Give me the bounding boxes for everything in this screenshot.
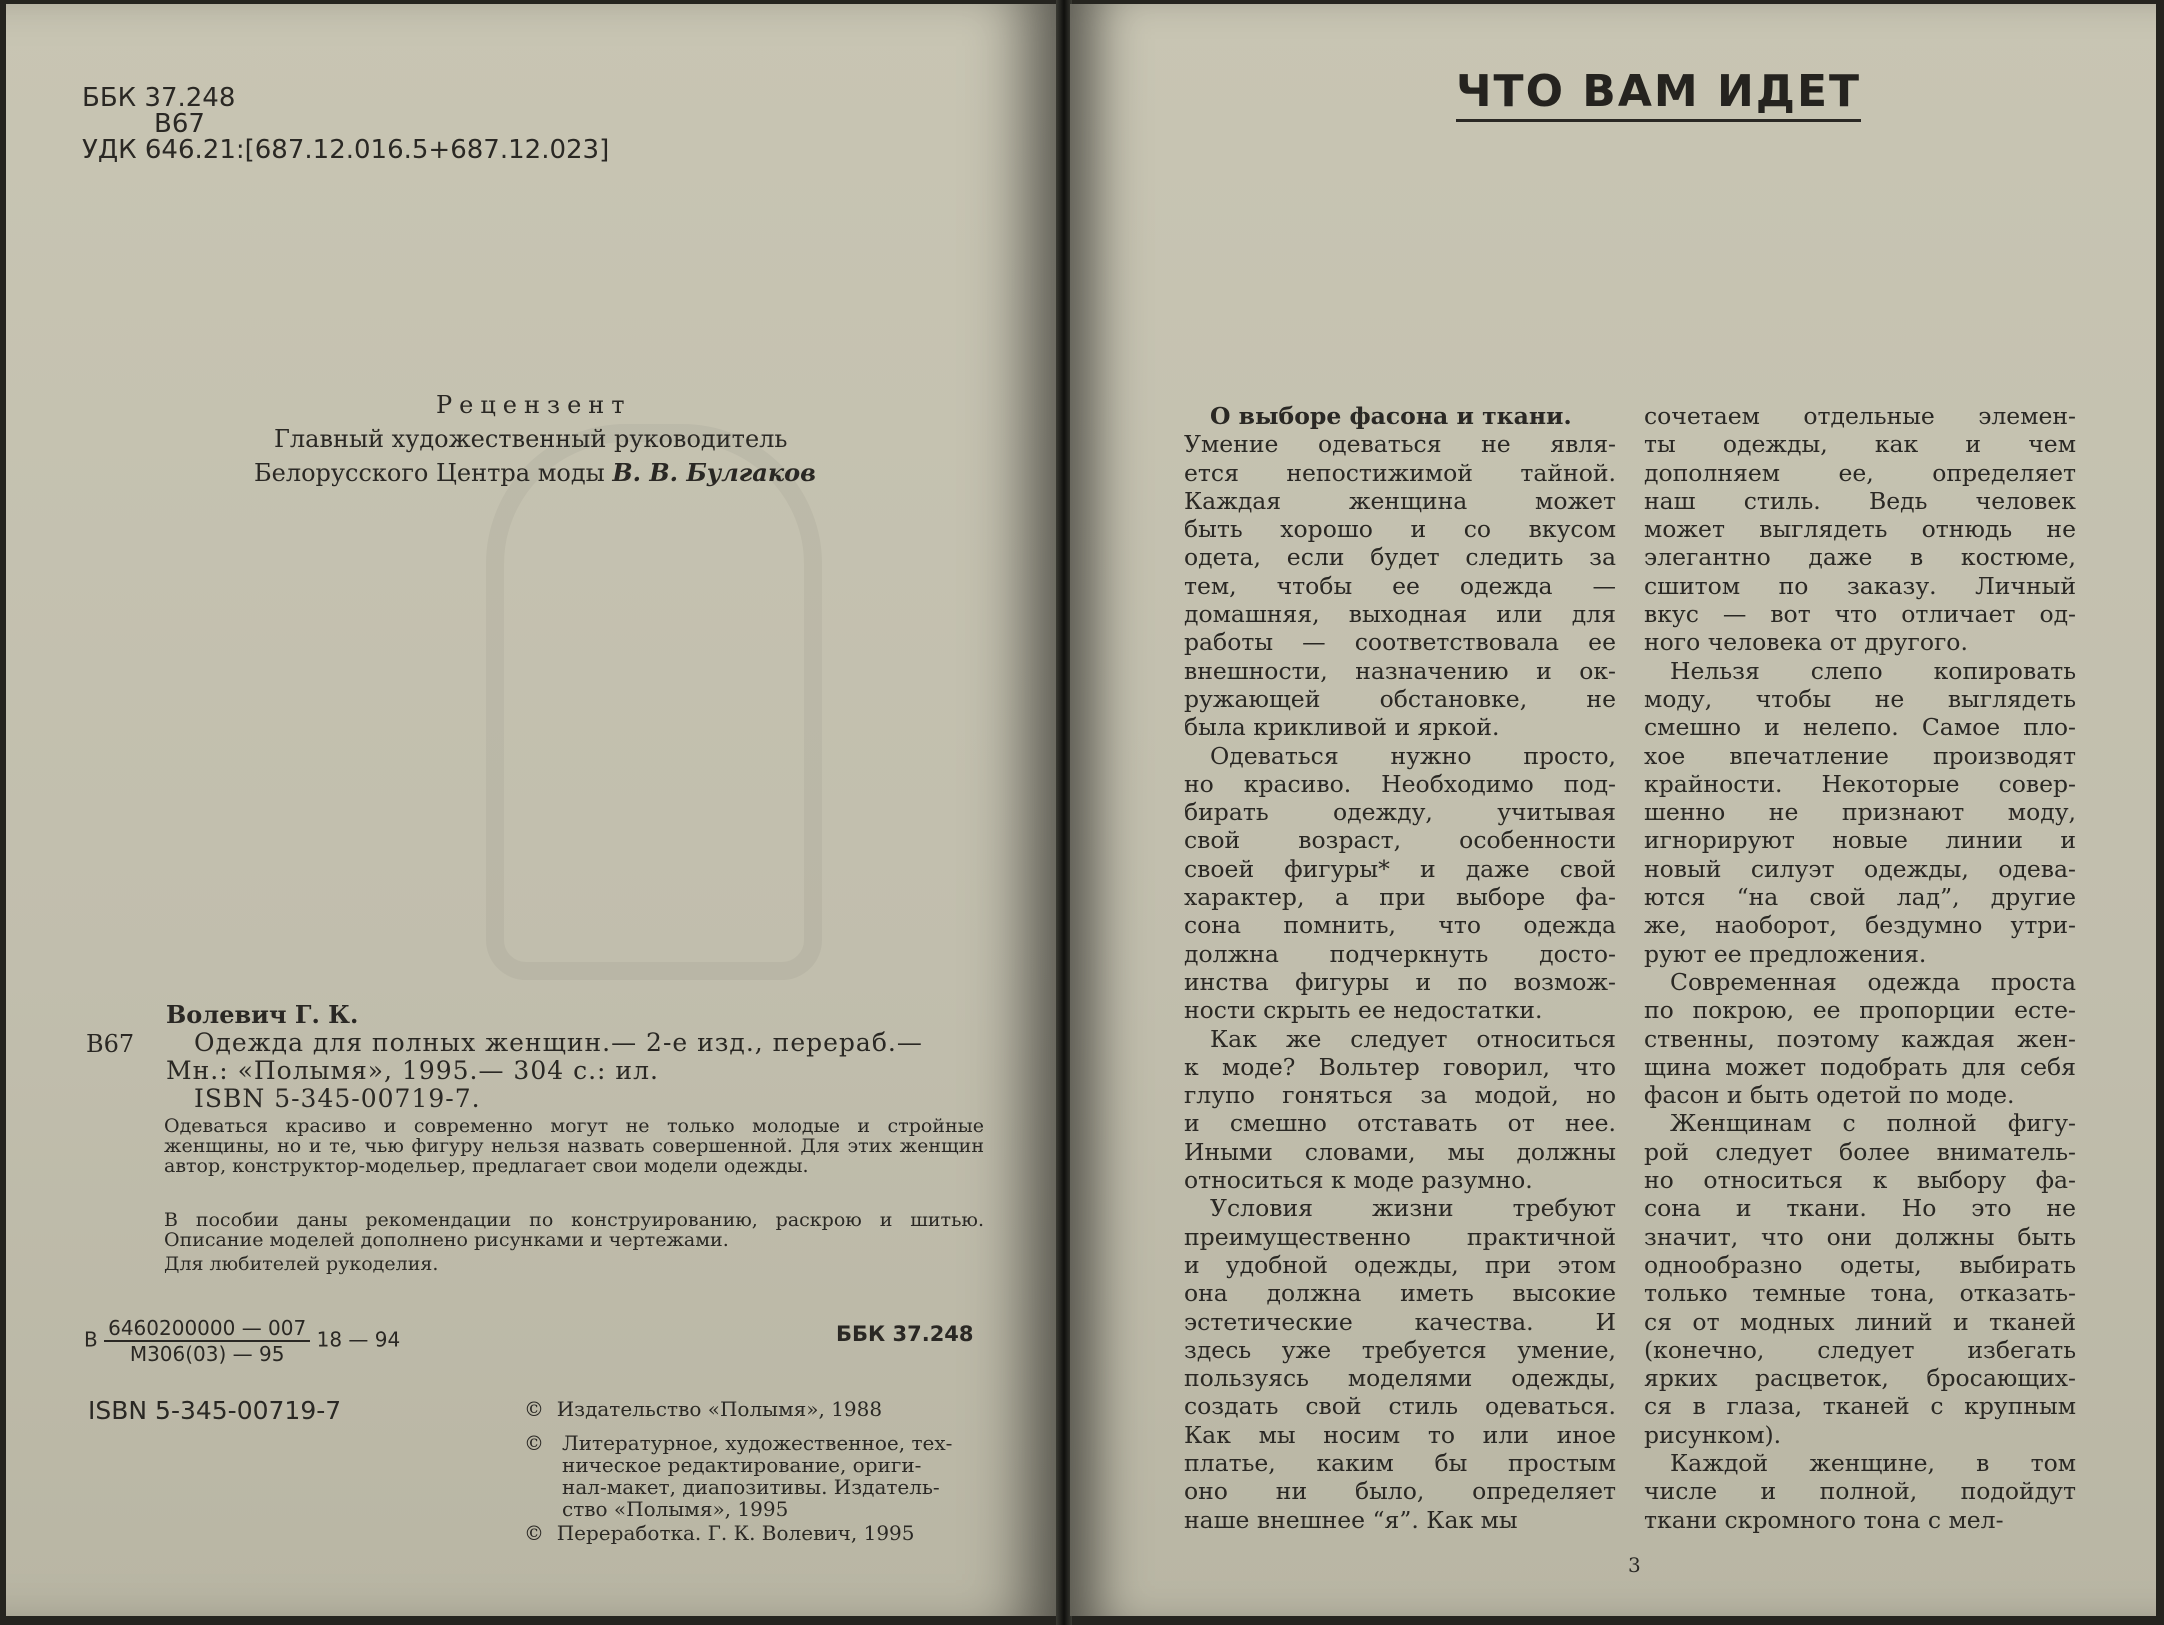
text-line: она должна иметь высокие xyxy=(1184,1279,1616,1308)
text-line: платье, каким бы простым xyxy=(1184,1448,1616,1477)
text-line: и удобной одежды, при этом xyxy=(1184,1250,1616,1279)
text-line: Как мы носим то или иное xyxy=(1184,1420,1616,1449)
text-line: Каждая женщина может xyxy=(1184,486,1616,515)
chapter-heading: ЧТО ВАМ ИДЕТ xyxy=(1456,66,1861,122)
text-line: значит, что они должны быть xyxy=(1644,1222,2076,1251)
text-line: домашняя, выходная или для xyxy=(1184,600,1616,629)
text-line: ты одежды, как и чем xyxy=(1644,430,2076,459)
text-line: работы — соответствовала ее xyxy=(1184,628,1616,657)
text-line: инства фигуры и по возмож- xyxy=(1184,967,1616,996)
text-line: щина может подобрать для себя xyxy=(1644,1052,2076,1081)
text-line: может выглядеть отнюдь не xyxy=(1644,515,2076,544)
formula-numerator: 6460200000 — 007 xyxy=(104,1316,310,1342)
text-line: только темные тона, отказать- xyxy=(1644,1279,2076,1308)
text-line: рисунком). xyxy=(1644,1420,1782,1449)
text-line: Условия жизни требуют xyxy=(1210,1194,1616,1223)
text-line: наше внешнее “я”. Как мы xyxy=(1184,1505,1518,1534)
text-line: ются “на свой лад”, другие xyxy=(1644,883,2076,912)
isbn-bottom: ISBN 5-345-00719-7 xyxy=(88,1396,342,1425)
formula-prefix: B xyxy=(84,1327,98,1352)
text-line: наш стиль. Ведь человек xyxy=(1644,486,2076,515)
copyright-2-line-4: ство «Полымя», 1995 xyxy=(562,1497,789,1521)
text-line: здесь уже требуется умение, xyxy=(1184,1335,1616,1364)
copyright-1 xyxy=(524,1398,882,1420)
catalog-code: B67 xyxy=(86,1030,135,1058)
text-line: Иными словами, мы должны xyxy=(1184,1137,1616,1166)
bbk-bottom: ББК 37.248 xyxy=(836,1322,974,1346)
reviewer-organization xyxy=(254,456,816,490)
text-line: пользуясь моделями одежды, xyxy=(1184,1364,1616,1393)
text-line: хое впечатление производят xyxy=(1644,741,2076,770)
text-line: рой следует более вниматель- xyxy=(1644,1137,2076,1166)
text-column-2 xyxy=(1644,402,2076,1534)
text-line: (конечно, следует избегать xyxy=(1644,1335,2076,1364)
copyright-3 xyxy=(524,1522,915,1544)
text-line: вкус — вот что отличает од- xyxy=(1644,600,2076,629)
reviewer-name: В. В. Булгаков xyxy=(612,458,816,487)
text-column-1 xyxy=(1184,402,1616,1534)
text-line: была крикливой и яркой. xyxy=(1184,713,1500,742)
formula-denominator: M306(03) — 95 xyxy=(129,1342,285,1366)
text-line: но относиться к выбору фа- xyxy=(1644,1166,2076,1195)
text-line: преимущественно практичной xyxy=(1184,1222,1616,1251)
text-line: ственны, поэтому каждая жен- xyxy=(1644,1024,2076,1053)
left-page xyxy=(6,4,1058,1616)
text-line: ружающей обстановке, не xyxy=(1184,684,1616,713)
copyright-1-symbol: © xyxy=(524,1397,544,1421)
text-line: фасон и быть одетой по моде. xyxy=(1644,1081,2015,1110)
text-line: быть хорошо и со вкусом xyxy=(1184,515,1616,544)
text-line: относиться к моде разумно. xyxy=(1184,1166,1533,1195)
formula-suffix: 18 — 94 xyxy=(316,1327,401,1352)
copyright-1-text: Издательство «Полымя», 1988 xyxy=(556,1397,883,1421)
publication-formula xyxy=(84,1316,400,1366)
isbn-line: ISBN 5-345-00719-7. xyxy=(194,1084,481,1113)
copyright-2-line-2: ническое редактирование, ориги- xyxy=(562,1453,922,1477)
text-line: к моде? Вольтер говорил, что xyxy=(1184,1052,1616,1081)
text-line: ется непостижимой тайной. xyxy=(1184,458,1616,487)
text-line: Умение одеваться не явля- xyxy=(1184,430,1616,459)
text-line: и смешно отставать от нее. xyxy=(1184,1109,1616,1138)
text-line: Нельзя слепо копировать xyxy=(1670,656,2076,685)
udk-code: УДК 646.21:[687.12.016.5+687.12.023] xyxy=(82,135,610,165)
text-line: Каждой женщине, в том xyxy=(1670,1448,2076,1477)
text-line: руют ее предложения. xyxy=(1644,939,1927,968)
text-line: свой возраст, особенности xyxy=(1184,826,1616,855)
copyright-2-line-3: нал-макет, диапозитивы. Издатель- xyxy=(562,1475,940,1499)
text-line: числе и полной, подойдут xyxy=(1644,1477,2076,1506)
book-title-line: Одежда для полных женщин.— 2-е изд., перераб.— xyxy=(194,1028,923,1057)
text-line: сшитом по заказу. Личный xyxy=(1644,571,2076,600)
copyright-2-symbol: © xyxy=(524,1431,544,1455)
text-line: крайности. Некоторые совер- xyxy=(1644,769,2076,798)
text-line: ного человека от другого. xyxy=(1644,628,1968,657)
section-heading: О выборе фасона и ткани. xyxy=(1210,402,1572,430)
text-line: сочетаем отдельные элемен- xyxy=(1644,402,2076,430)
text-line: своей фигуры* и даже свой xyxy=(1184,854,1616,883)
text-line: сона и ткани. Но это не xyxy=(1644,1194,2076,1223)
annotation-paragraph-3: Для любителей рукоделия. xyxy=(164,1253,439,1275)
imprint-line: Мн.: «Полымя», 1995.— 304 с.: ил. xyxy=(166,1056,659,1085)
text-line: Одеваться нужно просто, xyxy=(1210,741,1616,770)
text-line: характер, а при выборе фа- xyxy=(1184,883,1616,912)
text-line: ся от модных линий и тканей xyxy=(1644,1307,2076,1336)
text-line: дополняем ее, определяет xyxy=(1644,458,2076,487)
text-line: Как же следует относиться xyxy=(1210,1024,1616,1053)
text-line: элегантно даже в костюме, xyxy=(1644,543,2076,572)
text-line: оно ни было, определяет xyxy=(1184,1477,1616,1506)
copyright-3-text: Переработка. Г. К. Волевич, 1995 xyxy=(556,1521,915,1545)
text-line: сона помнить, что одежда xyxy=(1184,911,1616,940)
text-line: шенно не признают моду, xyxy=(1644,798,2076,827)
reviewer-label: Рецензент xyxy=(436,391,632,419)
author-name: Волевич Г. К. xyxy=(166,1000,359,1029)
copyright-2-line-1: Литературное, художественное, тех- xyxy=(562,1431,953,1455)
copyright-2 xyxy=(524,1432,952,1520)
text-line: ся в глаза, тканей с крупным xyxy=(1644,1392,2076,1421)
text-line: глупо гоняться за модой, но xyxy=(1184,1081,1616,1110)
text-line: ности скрыть ее недостатки. xyxy=(1184,996,1543,1025)
text-line: игнорируют новые линии и xyxy=(1644,826,2076,855)
text-line: же, наоборот, бездумно утри- xyxy=(1644,911,2076,940)
copyright-3-symbol: © xyxy=(524,1521,544,1545)
text-line: ярких расцветок, бросающих- xyxy=(1644,1364,2076,1393)
text-line: одета, если будет следить за xyxy=(1184,543,1616,572)
page-number: 3 xyxy=(1628,1553,1641,1577)
text-line: эстетические качества. И xyxy=(1184,1307,1616,1336)
annotation-paragraph-1: Одеваться красиво и современно могут не только молодые и стройные женщины, но и те, чью фигуру нельзя назвать совершенной. Для этих женщин автор, конструктор-модельер, предлагает свои модели одежды. xyxy=(164,1115,984,1177)
reviewer-position: Главный художественный руководитель xyxy=(274,425,788,453)
text-line: должна подчеркнуть досто- xyxy=(1184,939,1616,968)
text-line: Женщинам с полной фигу- xyxy=(1670,1109,2076,1138)
text-line: новый силуэт одежды, одева- xyxy=(1644,854,2076,883)
formula-fraction xyxy=(104,1316,310,1366)
text-line: внешности, назначению и ок- xyxy=(1184,656,1616,685)
text-line: ткани скромного тона с мел- xyxy=(1644,1505,2004,1534)
annotation-paragraph-2: В пособии даны рекомендации по конструированию, раскрою и шитью. Описание моделей дополнено рисунками и чертежами. xyxy=(164,1209,984,1251)
text-line: создать свой стиль одеваться. xyxy=(1184,1392,1616,1421)
bleed-through-illustration xyxy=(486,424,822,980)
reviewer-org-text: Белорусского Центра моды xyxy=(254,459,605,487)
text-line: тем, чтобы ее одежда — xyxy=(1184,571,1616,600)
text-line: по покрою, ее пропорции есте- xyxy=(1644,996,2076,1025)
text-line: бирать одежду, учитывая xyxy=(1184,798,1616,827)
text-line: однообразно одеты, выбирать xyxy=(1644,1250,2076,1279)
text-line: Современная одежда проста xyxy=(1670,967,2076,996)
bbk-code: ББК 37.248 xyxy=(82,83,236,113)
text-line: но красиво. Необходимо под- xyxy=(1184,769,1616,798)
catalog-code-top: B67 xyxy=(154,109,205,139)
text-line: смешно и нелепо. Самое пло- xyxy=(1644,713,2076,742)
text-line: моду, чтобы не выглядеть xyxy=(1644,684,2076,713)
